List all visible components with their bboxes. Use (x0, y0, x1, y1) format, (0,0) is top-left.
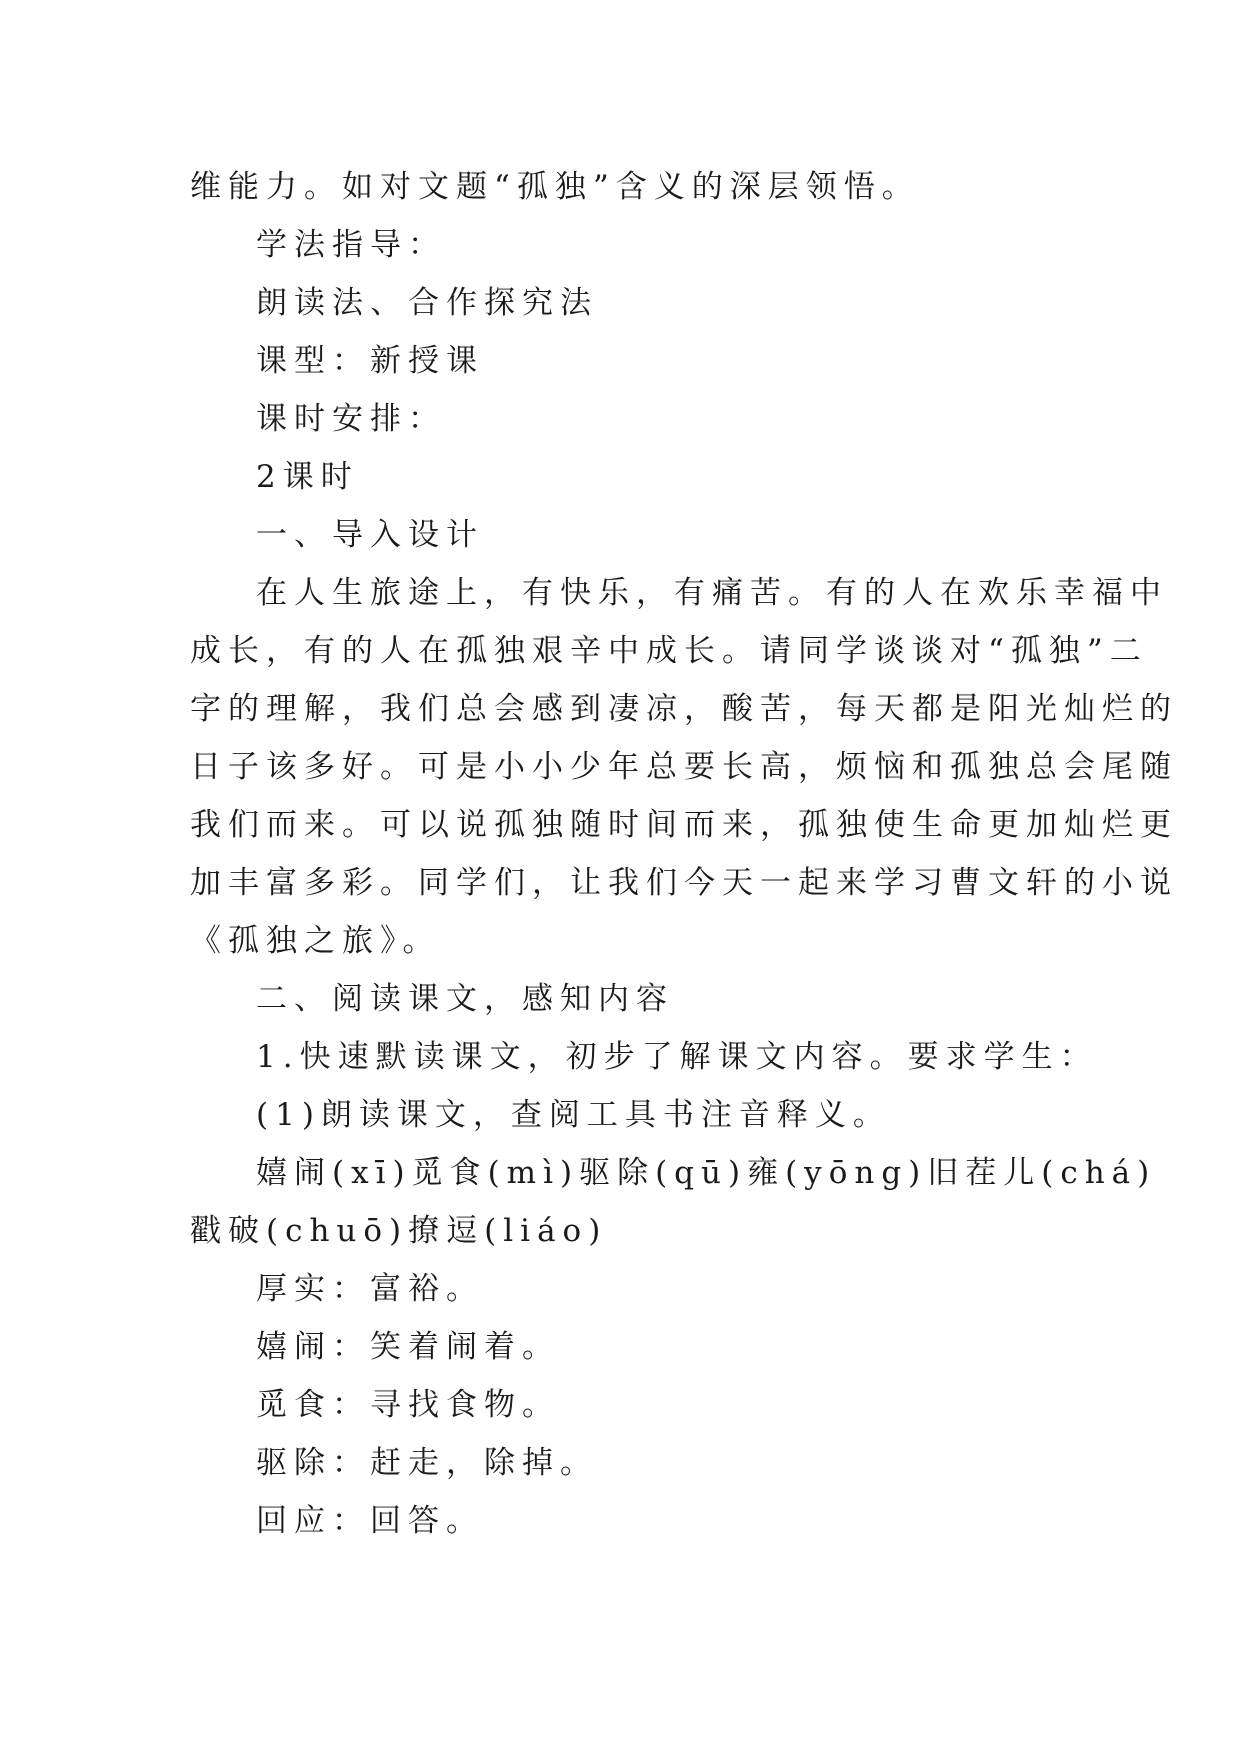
text-line: 字的理解，我们总会感到凄凉，酸苦，每天都是阳光灿烂的 (190, 691, 1178, 727)
text-line: 日子该多好。可是小小少年总要长高，烦恼和孤独总会尾随 (190, 749, 1178, 785)
text-line: 嬉闹(xī)觅食(mì)驱除(qū)雍(yōng)旧茬儿(chá) (256, 1155, 1157, 1191)
text-line: 课时安排： (256, 401, 446, 437)
text-line: 1.快速默读课文，初步了解课文内容。要求学生： (256, 1039, 1098, 1075)
definition-line: 嬉闹：笑着闹着。 (256, 1329, 560, 1365)
definition-line: 驱除：赶走，除掉。 (256, 1445, 598, 1481)
text-line: 戳破(chuō)撩逗(liáo) (190, 1213, 608, 1249)
text-line: 2课时 (256, 459, 359, 495)
definition-line: 回应：回答。 (256, 1503, 484, 1539)
definition-line: 厚实：富裕。 (256, 1271, 484, 1307)
document-body (190, 158, 1178, 1550)
section-heading: 一、导入设计 (256, 517, 484, 553)
text-line: 学法指导： (256, 227, 446, 263)
definition-line: 觅食：寻找食物。 (256, 1387, 560, 1423)
text-line: 在人生旅途上，有快乐，有痛苦。有的人在欢乐幸福中 (256, 575, 1168, 611)
text-line: 加丰富多彩。同学们，让我们今天一起来学习曹文轩的小说 (190, 865, 1178, 901)
section-heading: 二、阅读课文，感知内容 (256, 981, 674, 1017)
text-line: 维能力。如对文题“孤独”含义的深层领悟。 (190, 169, 920, 205)
text-line: 成长，有的人在孤独艰辛中成长。请同学谈谈对“孤独”二 (190, 633, 1148, 669)
text-line: 我们而来。可以说孤独随时间而来，孤独使生命更加灿烂更 (190, 807, 1178, 843)
text-line: 朗读法、合作探究法 (256, 285, 598, 321)
text-line: (1)朗读课文，查阅工具书注音释义。 (256, 1097, 891, 1133)
text-line: 《孤独之旅》。 (190, 923, 441, 959)
text-line: 课型：新授课 (256, 343, 484, 379)
